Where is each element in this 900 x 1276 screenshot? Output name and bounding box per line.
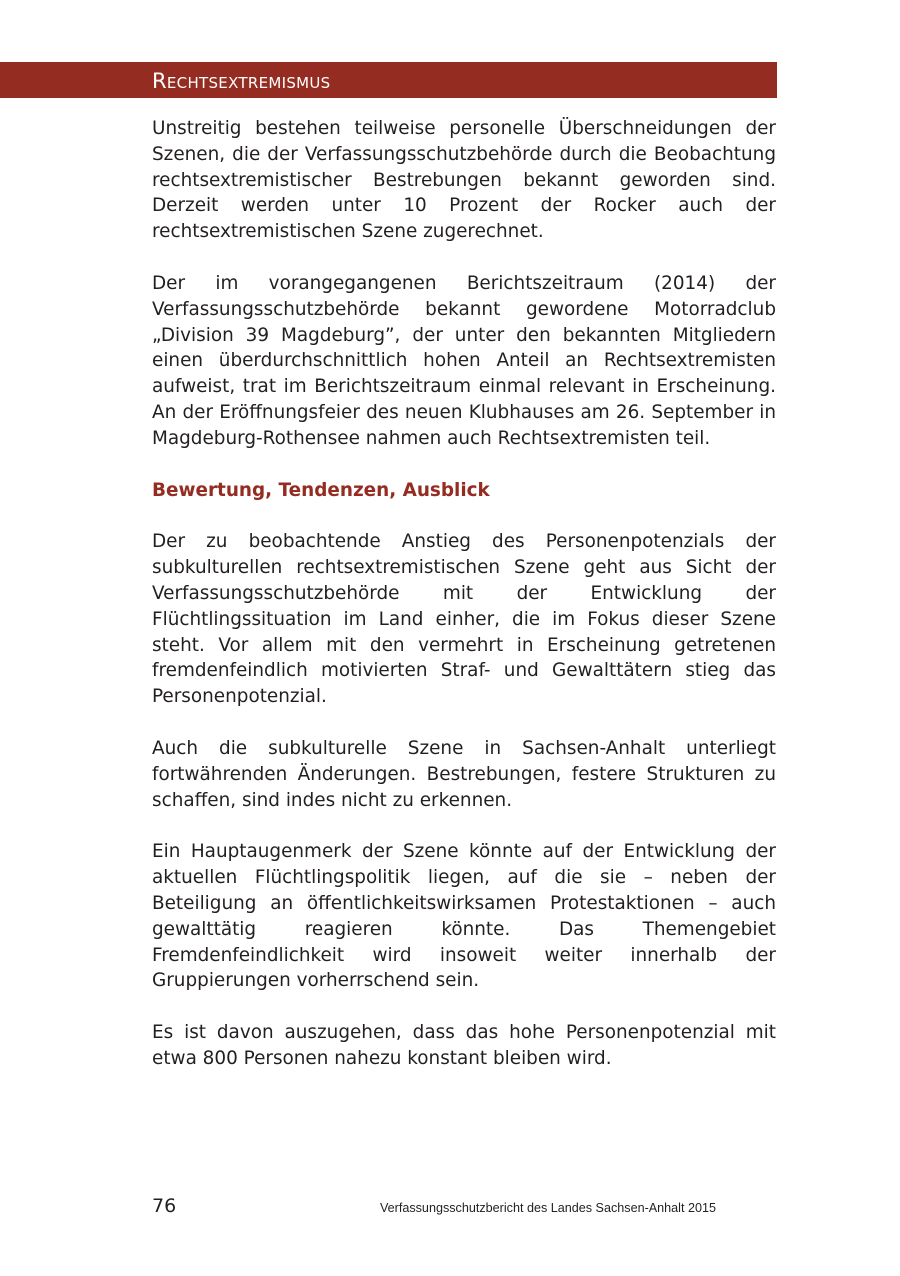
publication-title: Verfassungsschutzbericht des Landes Sachsen-Anhalt 2015 bbox=[379, 1201, 716, 1215]
paragraph-overlap: Unstreitig bestehen teilweise personelle Überschneidungen der Szenen, die der Verfassungsschutzbehörde durch die Beobachtung rechtsextremistischer Bestrebungen bekannt geworden sind. Derzeit werden unter 10 Prozent der Rocker auch der rechtsextremistischen Szene zugerechnet. bbox=[152, 118, 776, 243]
page-footer bbox=[152, 1192, 716, 1220]
page-content bbox=[152, 116, 776, 1098]
paragraph-motorcycle-club: Der im vorangegangenen Berichtszeitraum (2014) der Verfassungsschutzbehörde bekannt gewordene Motorradclub „Division 39 Magdeburg”, der unter den bekannten Mitgliedern einen überdurchschnittlich hohen Anteil an Rechtsextremisten aufweist, trat im Berichtszeitraum einmal relevant in Erscheinung. An der Eröffnungsfeier des neuen Klubhauses am 26. September in Magdeburg-Rothensee nahmen auch Rechtsextremisten teil. bbox=[152, 272, 776, 449]
chapter-title: Rechtsextremismus bbox=[152, 69, 331, 93]
paragraph-subculture: Auch die subkulturelle Szene in Sachsen-Anhalt unterliegt fortwährenden Änderungen. Bestrebungen, festere Strukturen zu schaffen, sind indes nicht zu erkennen. bbox=[152, 737, 776, 811]
paragraph-assessment: Der zu beobachtende Anstieg des Personenpotenzials der subkulturellen rechtsextremistischen Szene geht aus Sicht der Verfassungsschutzbehörde mit der Entwicklung der Flüchtlingssituation im Land einher, die im Fokus dieser Szene steht. Vor allem mit den vermehrt in Erscheinung getretenen fremdenfeindlich motivierten Straf- und Gewalttätern stieg das Personenpotenzial. bbox=[152, 531, 776, 708]
chapter-header-bar bbox=[0, 62, 777, 98]
paragraph-refugee-policy: Ein Hauptaugenmerk der Szene könnte auf der Entwicklung der aktuellen Flüchtlingspolitik liegen, auf die sie – neben der Beteiligung an öffentlichkeitswirksamen Protestaktionen – auch gewalttätig reagieren könnte. Das Themengebiet Fremdenfeindlichkeit wird insoweit weiter innerhalb der Gruppierungen vorherrschend sein. bbox=[152, 841, 776, 992]
section-heading: Bewertung, Tendenzen, Ausblick bbox=[152, 479, 490, 501]
page-number: 76 bbox=[152, 1195, 177, 1217]
paragraph-outlook: Es ist davon auszugehen, dass das hohe Personenpotenzial mit etwa 800 Personen nahezu konstant bleiben wird. bbox=[152, 1022, 776, 1069]
